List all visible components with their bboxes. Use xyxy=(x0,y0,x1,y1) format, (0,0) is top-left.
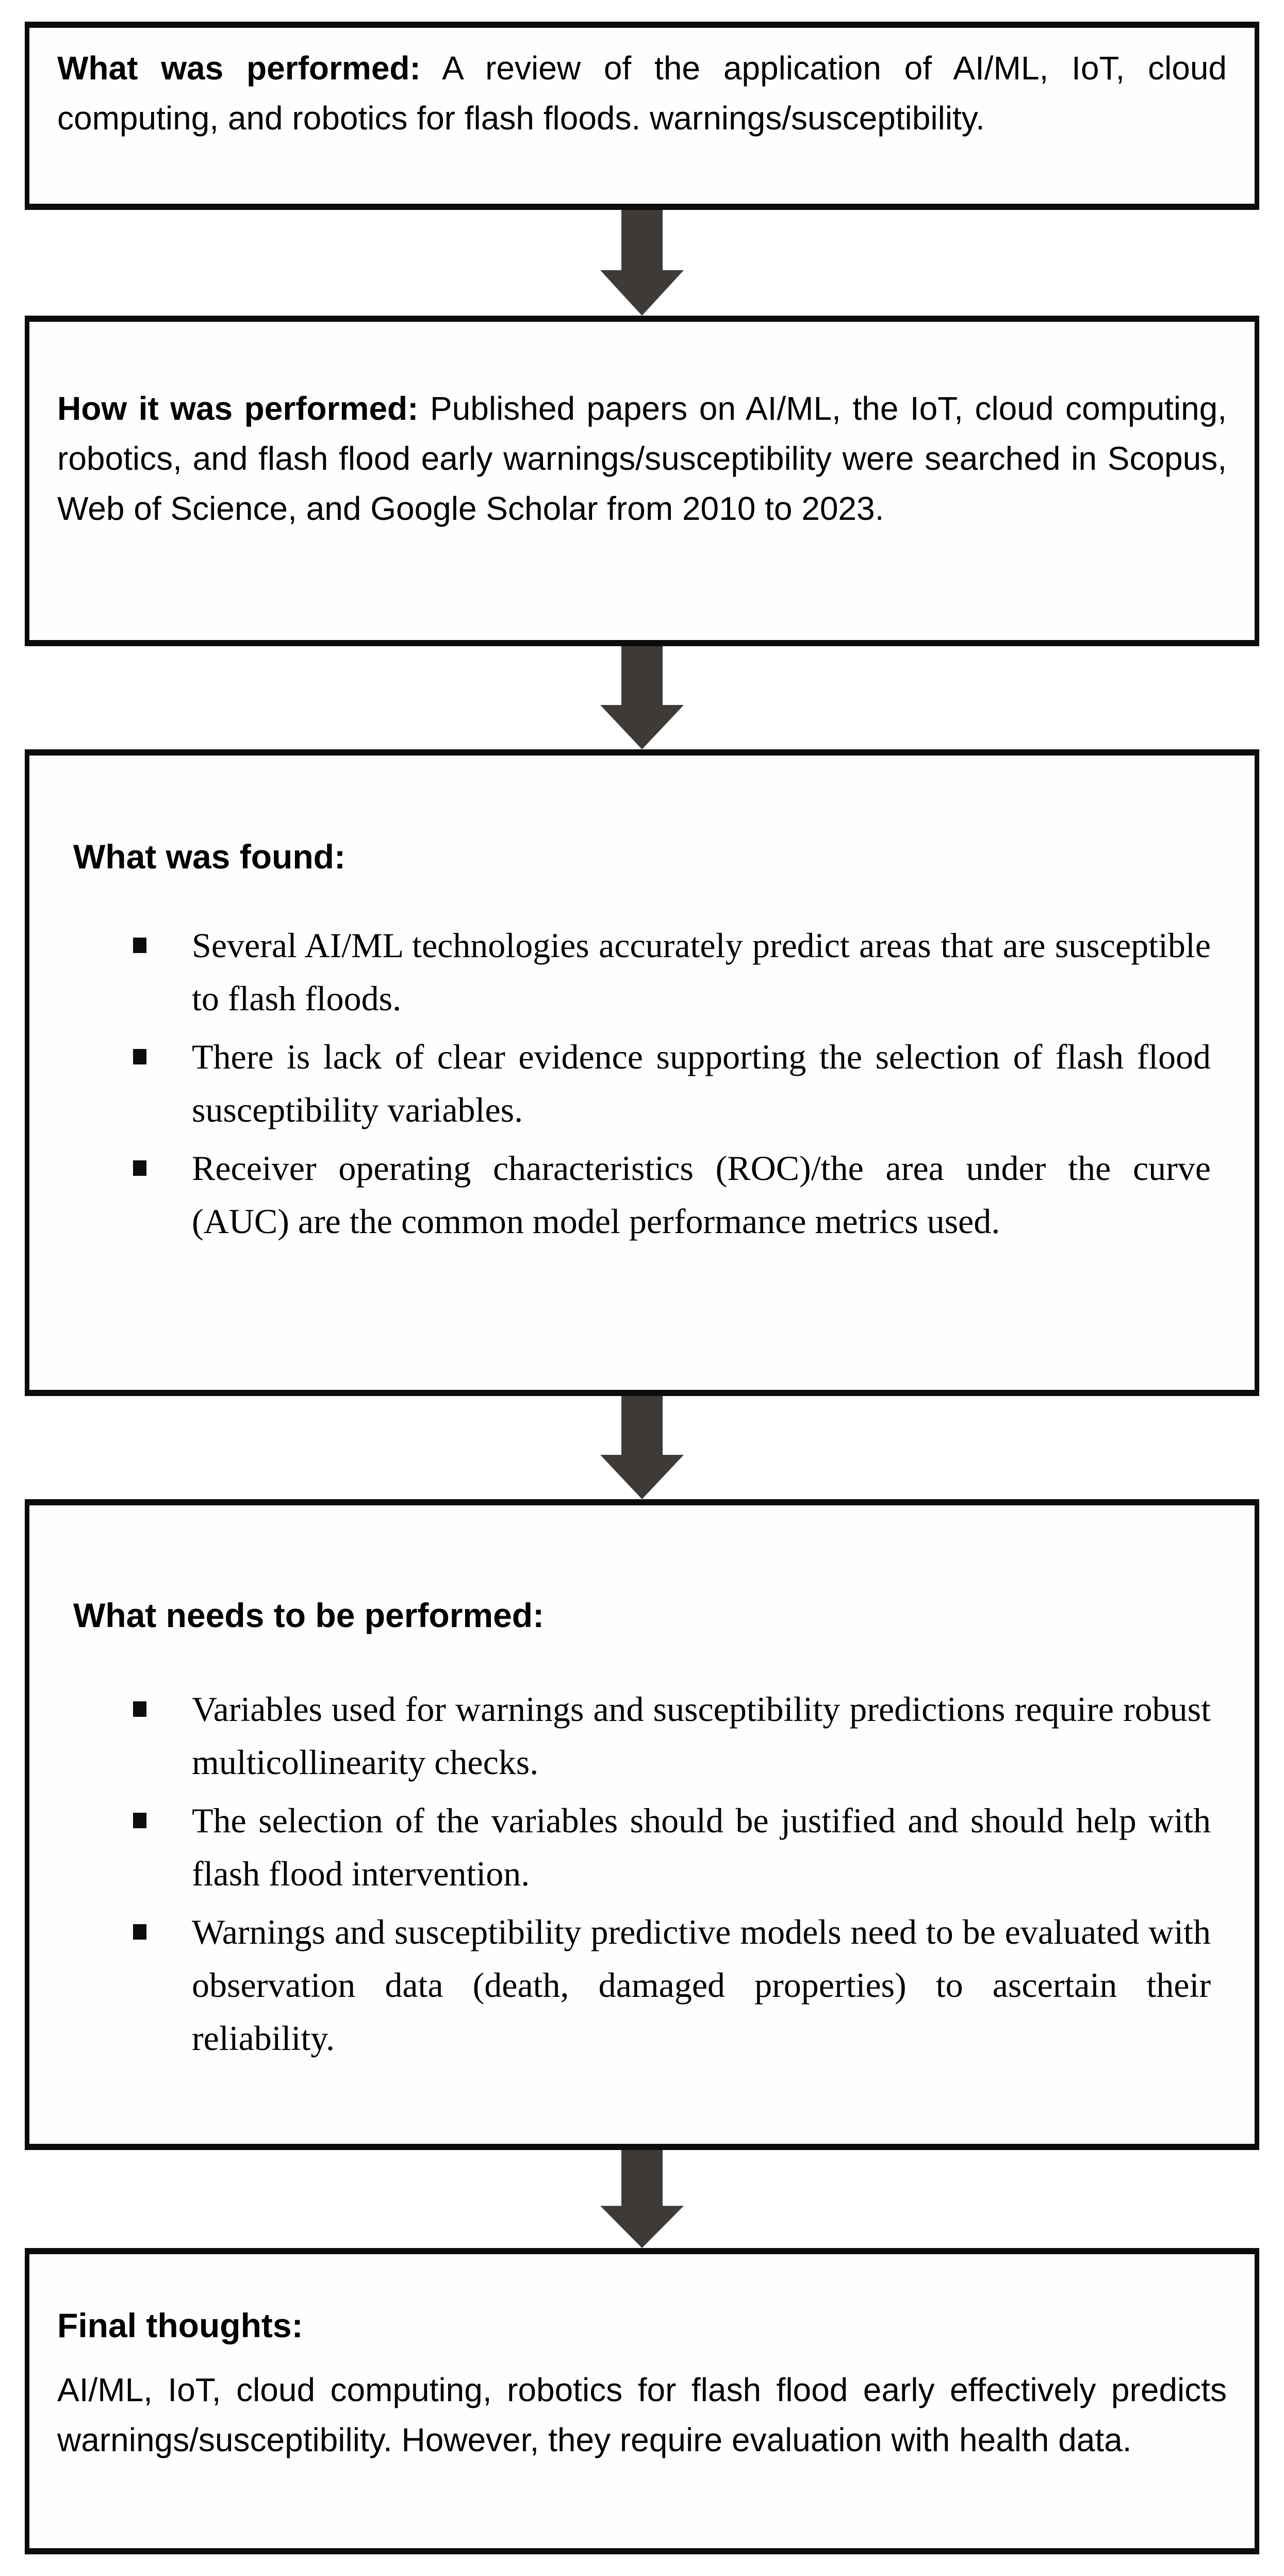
box-what-was-found xyxy=(25,749,1259,1396)
bullet-square-icon xyxy=(133,1924,146,1940)
down-arrow-icon xyxy=(600,2150,684,2248)
bullet-text: Several AI/ML technologies accurately predict areas that are susceptible to flash floods. xyxy=(192,926,1211,1018)
box-what-was-performed-lead: What was performed: xyxy=(57,50,421,87)
list-item xyxy=(192,919,1211,1025)
flow-arrow-zone-4 xyxy=(25,2150,1259,2248)
down-arrow-icon xyxy=(600,1396,684,1499)
bullet-square-icon xyxy=(133,938,146,953)
bullet-text: Receiver operating characteristics (ROC)/the area under the curve (AUC) are the common model performance metrics used. xyxy=(192,1148,1211,1241)
bullet-text: Warnings and susceptibility predictive models need to be evaluated with observation data (death, damaged properties) to ascertain their reliability. xyxy=(192,1912,1211,2058)
box-how-it-was-performed-lead: How it was performed: xyxy=(57,390,419,427)
bullet-square-icon xyxy=(133,1701,146,1717)
list-item xyxy=(192,1683,1211,1789)
bullet-square-icon xyxy=(133,1049,146,1064)
flow-arrow-zone-1 xyxy=(25,210,1259,316)
down-arrow-icon xyxy=(600,210,684,316)
box-what-was-performed xyxy=(25,22,1259,210)
bullet-text: There is lack of clear evidence supporting the selection of flash flood susceptibility variables. xyxy=(192,1037,1211,1129)
box-how-it-was-performed xyxy=(25,316,1259,646)
box-how-it-was-performed-body: Published papers on AI/ML, the IoT, cloud computing, robotics, and flash flood early warnings/susceptibility were searched in Scopus, Web of Science, and Google Scholar from 2010 to 2023. xyxy=(57,390,1227,527)
down-arrow-icon xyxy=(600,646,684,749)
box-final-thoughts xyxy=(25,2248,1259,2554)
box-how-it-was-performed-text xyxy=(57,384,1227,534)
flow-arrow-zone-3 xyxy=(25,1396,1259,1499)
box-what-was-performed-text xyxy=(57,43,1227,143)
box-what-was-performed-body: A review of the application of AI/ML, IoT, cloud computing, and robotics for flash floods. warnings/susceptibility. xyxy=(57,50,1227,137)
list-item xyxy=(192,1794,1211,1900)
what-was-found-bullet-list xyxy=(73,919,1211,1248)
flow-arrow-zone-2 xyxy=(25,646,1259,749)
list-item xyxy=(192,1906,1211,2065)
box-final-thoughts-header: Final thoughts: xyxy=(57,2306,303,2344)
bullet-square-icon xyxy=(133,1813,146,1828)
box-final-thoughts-body: AI/ML, IoT, cloud computing, robotics for flash flood early effectively predicts warnings/susceptibility. However, they require evaluation with health data. xyxy=(57,2371,1227,2458)
list-item xyxy=(192,1030,1211,1137)
bullet-square-icon xyxy=(133,1160,146,1176)
box-what-was-found-header: What was found: xyxy=(73,838,345,876)
box-what-needs-to-be-performed xyxy=(25,1499,1259,2150)
what-needs-bullet-list xyxy=(73,1683,1211,2065)
box-what-needs-to-be-performed-header: What needs to be performed: xyxy=(73,1596,545,1634)
list-item xyxy=(192,1142,1211,1248)
bullet-text: The selection of the variables should be justified and should help with flash flood intervention. xyxy=(192,1801,1211,1893)
bullet-text: Variables used for warnings and susceptibility predictions require robust multicollinearity checks. xyxy=(192,1689,1211,1782)
